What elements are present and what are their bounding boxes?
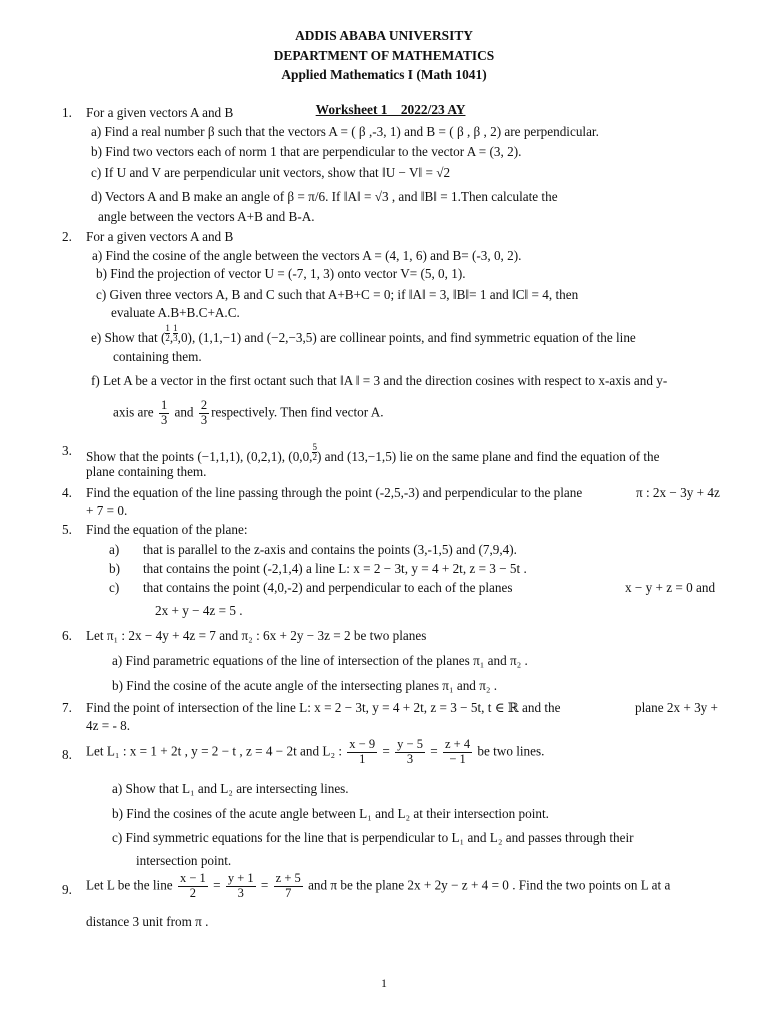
fraction-numerator: z + 5 [275,871,301,885]
q1-part-d-cont: angle between the vectors A+B and B-A. [98,209,315,224]
fraction-denominator: 1 [359,751,366,766]
q4-number: 4. [62,485,72,500]
university-name: ADDIS ABABA UNIVERSITY [295,28,473,43]
fraction-numerator: 1 [173,323,178,333]
q2-intro: For a given vectors A and B [86,229,234,244]
department-name: DEPARTMENT OF MATHEMATICS [273,48,495,63]
q1-number: 1. [62,105,72,120]
q9-fraction-y [226,872,256,901]
q1-part-b: b) Find two vectors each of norm 1 that are perpendicular to the vector A = (3, 2). [91,144,522,159]
q1-part-d: d) Vectors A and B make an angle of β = π/6. If ‖A‖ = √3 , and ‖B‖ = 1.Then calculate the [91,189,558,204]
q8-text-post: be two lines. [477,743,545,759]
q9-text-pre: Let L be the line [86,877,173,893]
q8-fraction-z [443,738,472,767]
q3-text-cont: plane containing them. [86,464,207,479]
q4-text: Find the equation of the line passing through the point (-2,5,-3) and perpendicular to the plane [86,485,583,500]
fraction-denominator: 2 [165,333,170,343]
q8-part-c-cont: intersection point. [136,853,232,868]
q9-fraction-x [178,872,208,901]
fraction-denominator: 2 [312,452,317,462]
fraction-one-half [165,324,170,343]
q7-text-cont: 4z = - 8. [86,718,131,733]
q7-number: 7. [62,700,72,715]
q2-part-f-pre: axis are [113,404,154,420]
course-title: Applied Mathematics I (Math 1041) [281,67,487,82]
fraction-numerator: x − 1 [179,871,206,885]
q6-part-b: b) Find the cosine of the acute angle of the intersecting planes π₁ and π₂ . [112,678,498,693]
q5-label-c: c) [109,580,120,595]
q2-part-e-post: ,0), (1,1,−1) and (−2,−3,5) are collinear points, and find symmetric equation of the line [177,330,636,345]
q8-part-c: c) Find symmetric equations for the line that is perpendicular to L₁ and L₂ and passes through their [112,830,634,845]
fraction-one-third-large [159,399,169,428]
q8-part-a: a) Show that L₁ and L₂ are intersecting lines. [112,781,349,796]
q5-label-b: b) [109,561,120,576]
fraction-numerator: 5 [312,442,317,452]
fraction-denominator: 3 [237,885,244,900]
q5-label-a: a) [109,542,120,557]
q5-part-c-right: x − y + z = 0 and [625,580,716,595]
q5-part-c: that contains the point (4,0,-2) and perpendicular to each of the planes [143,580,513,595]
worksheet-title: Worksheet 1 2022/23 AY [315,102,466,118]
fraction-denominator: 3 [406,751,414,766]
fraction-two-thirds-large [199,399,209,428]
q2-part-e-cont: containing them. [113,349,202,364]
q2-part-b: b) Find the projection of vector U = (-7, 1, 3) onto vector V= (5, 0, 1). [96,266,466,281]
fraction-denominator: 3 [200,412,208,427]
q9-text-cont: distance 3 unit from π . [86,914,209,929]
q8-fraction-y [395,738,425,767]
page-number: 1 [381,976,387,990]
q1-part-a: a) Find a real number β such that the vectors A = ( β ,-3, 1) and B = ( β , β , 2) are perpendicular. [91,124,599,139]
q4-text-right: π : 2x − 3y + 4z [636,485,720,500]
q8-text: Let L₁ : x = 1 + 2t , y = 2 − t , z = 4 − 2t and L₂ : $\frac{x - 9}{1}$ = $\frac{y - 5}{3}$ = $\frac{z + 4}{- 1}$ be two lines. [86,737,545,766]
q2-part-f: f) Let A be a vector in the first octant such that ‖A ‖ = 3 and the direction cosines with respect to x-axis and y- [91,373,668,388]
fraction-numerator: x − 9 [349,737,376,751]
q8-fraction-x [347,738,377,767]
q7-text-right: plane 2x + 3y + [635,700,718,715]
q2-part-c: c) Given three vectors A, B and C such that A+B+C = 0; if ‖A‖ = 3, ‖B‖= 1 and ‖C‖ = 4, then [96,287,579,302]
q2-part-e: e) Show that ( $\frac{1}{2}$ , $\frac{1}{3}$ ,0), (1,1,−1) and (−2,−3,5) are collinear points, and find symmetric equation of the line [91,323,636,345]
q3-number: 3. [62,443,72,458]
q2-part-f-cont [113,399,384,428]
q7-text: Find the point of intersection of the line L: x = 2 − 3t, y = 4 + 2t, z = 3 − 5t, t ∈ ℝ and the [86,700,561,715]
q1-intro: For a given vectors A and B [86,105,234,120]
q9-text-post: and π be the plane 2x + 2y − z + 4 = 0 . Find the two points on L at a [308,877,671,893]
q3-text-pre: Show that the points (−1,1,1), (0,2,1), (0,0, [86,449,313,464]
q2-part-a: a) Find the cosine of the angle between the vectors A = (4, 1, 6) and B= (-3, 0, 2). [92,248,522,263]
q2-number: 2. [62,229,72,244]
fraction-numerator: y + 1 [227,871,254,885]
fraction-denominator: 3 [173,333,178,343]
q8-text-pre: Let L₁ : x = 1 + 2t , y = 2 − t , z = 4 − 2t and L₂ : [86,743,342,759]
q9-fraction-z [274,872,303,901]
fraction-numerator: 2 [200,398,208,412]
q2-part-f-and: and [174,404,194,420]
q2-part-e-pre: e) Show that ( [91,330,166,345]
q3-text [86,443,660,465]
q8-number: 8. [62,747,72,762]
fraction-numerator: z + 4 [444,737,471,751]
q6-text: Let π₁ : 2x − 4y + 4z = 7 and π₂ : 6x + 2y − 3z = 2 be two planes [86,628,427,643]
fraction-denominator: − 1 [449,751,466,766]
fraction-numerator: 1 [160,398,168,412]
q5-part-c-cont: 2x + y − 4z = 5 . [155,603,243,618]
q3-text-post: ) and (13,−1,5) lie on the same plane and find the equation of the [316,449,660,464]
q4-text-cont: + 7 = 0. [86,503,128,518]
q6-part-a: a) Find parametric equations of the line of intersection of the planes π₁ and π₂ . [112,653,528,668]
fraction-denominator: 7 [285,885,292,900]
fraction-denominator: 3 [160,412,168,427]
q5-part-b: that contains the point (-2,1,4) a line L: x = 2 − 3t, y = 4 + 2t, z = 3 − 5t . [143,561,527,576]
fraction-denominator: 2 [189,885,196,900]
q5-part-a: that is parallel to the z-axis and contains the points (3,-1,5) and (7,9,4). [143,542,517,557]
q5-intro: Find the equation of the plane: [86,522,248,537]
q6-number: 6. [62,628,72,643]
q1-part-c: c) If U and V are perpendicular unit vectors, show that ‖U − V‖ = √2 [91,165,451,180]
q2-part-c-cont: evaluate A.B+B.C+A.C. [111,305,240,320]
fraction-numerator: y − 5 [397,737,423,751]
q9-number: 9. [62,882,72,897]
q2-part-f-post: respectively. Then find vector A. [211,404,384,420]
q9-text: Let L be the line $\frac{x - 1}{2}$ = $\frac{y + 1}{3}$ = $\frac{z + 5}{7}$ and π be the plane 2x + 2y − z + 4 = 0 . Find the two points on L at a [86,871,671,900]
q5-number: 5. [62,522,72,537]
fraction-numerator: 1 [165,323,170,333]
q8-part-b: b) Find the cosines of the acute angle between L₁ and L₂ at their intersection point. [112,806,549,821]
